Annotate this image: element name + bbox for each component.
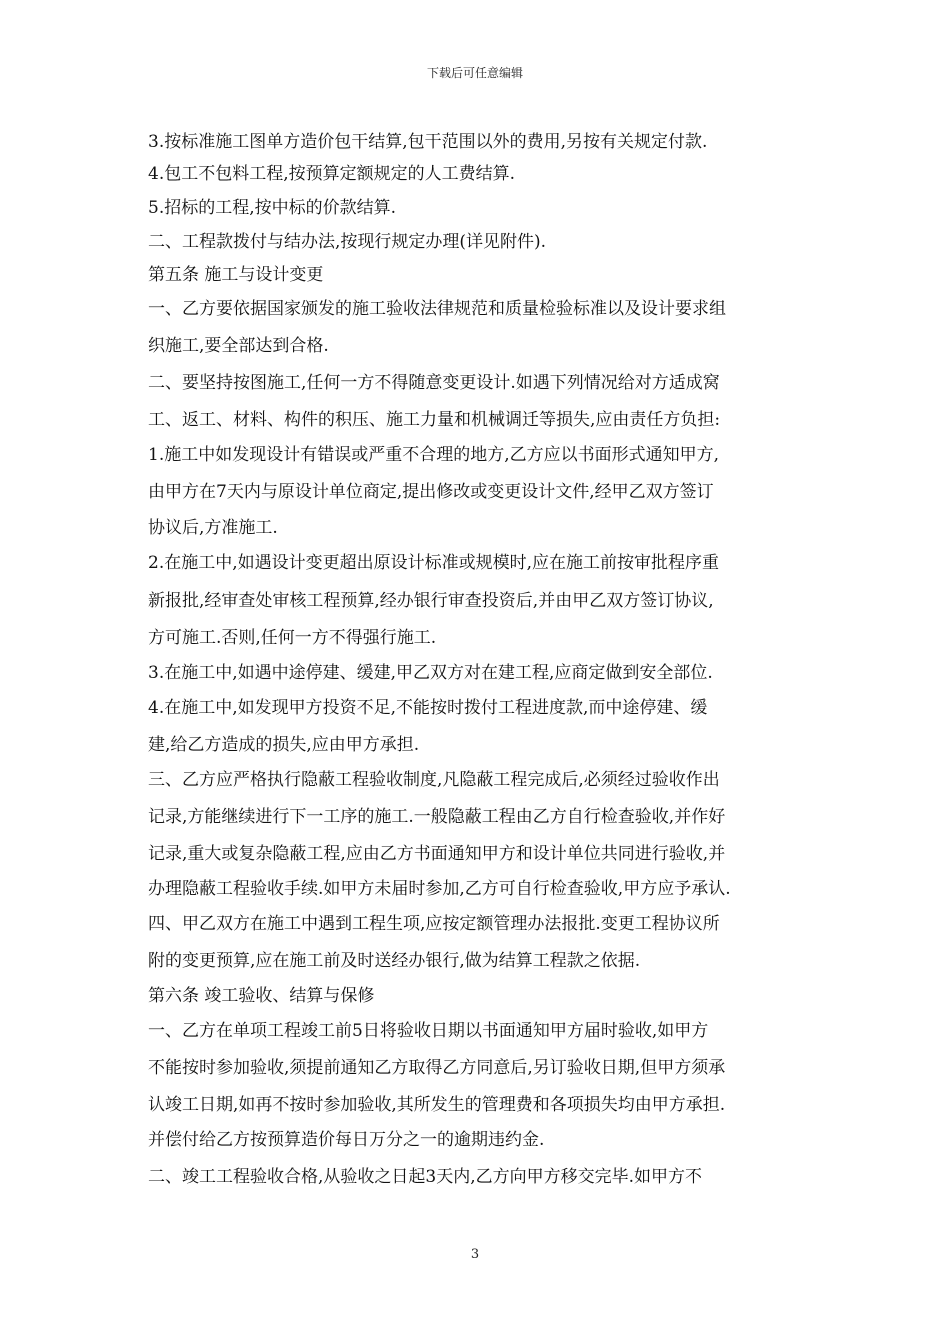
section-heading: 第六条 竣工验收、结算与保修	[148, 986, 375, 1006]
text-line: 办理隐蔽工程验收手续.如甲方未届时参加,乙方可自行检查验收,甲方应予承认.	[148, 879, 731, 899]
text-line: 4.在施工中,如发现甲方投资不足,不能按时拨付工程进度款,而中途停建、缓	[148, 698, 708, 718]
text-line: 二、竣工工程验收合格,从验收之日起3天内,乙方向甲方移交完毕.如甲方不	[148, 1167, 703, 1187]
text-line: 工、返工、材料、构件的积压、施工力量和机械调迁等损失,应由责任方负担:	[148, 410, 721, 430]
text-line: 由甲方在7天内与原设计单位商定,提出修改或变更设计文件,经甲乙双方签订	[148, 482, 714, 502]
text-line: 记录,重大或复杂隐蔽工程,应由乙方书面通知甲方和设计单位共同进行验收,并	[148, 844, 726, 864]
text-line: 二、工程款拨付与结办法,按现行规定办理(详见附件).	[148, 232, 547, 252]
text-line: 5.招标的工程,按中标的价款结算.	[148, 198, 397, 218]
text-line: 3.在施工中,如遇中途停建、缓建,甲乙双方对在建工程,应商定做到安全部位.	[148, 663, 713, 683]
text-line: 认竣工日期,如再不按时参加验收,其所发生的管理费和各项损失均由甲方承担.	[148, 1095, 726, 1115]
text-line: 四、甲乙双方在施工中遇到工程生项,应按定额管理办法报批.变更工程协议所	[148, 914, 720, 934]
text-line: 建,给乙方造成的损失,应由甲方承担.	[148, 735, 420, 755]
text-line: 织施工,要全部达到合格.	[148, 336, 329, 356]
page-number: 3	[470, 1247, 480, 1262]
text-line: 2.在施工中,如遇设计变更超出原设计标准或规模时,应在施工前按审批程序重	[148, 553, 720, 573]
text-line: 并偿付给乙方按预算造价每日万分之一的逾期违约金.	[148, 1130, 545, 1150]
section-heading: 第五条 施工与设计变更	[148, 265, 324, 285]
text-line: 协议后,方准施工.	[148, 518, 278, 538]
text-line: 二、要坚持按图施工,任何一方不得随意变更设计.如遇下列情况给对方适成窝	[148, 373, 720, 393]
text-line: 一、乙方要依据国家颁发的施工验收法律规范和质量检验标准以及设计要求组	[148, 299, 726, 319]
text-line: 3.按标准施工图单方造价包干结算,包干范围以外的费用,另按有关规定付款.	[148, 132, 708, 152]
text-line: 不能按时参加验收,须提前通知乙方取得乙方同意后,另订验收日期,但甲方须承	[148, 1058, 726, 1078]
text-line: 一、乙方在单项工程竣工前5日将验收日期以书面通知甲方届时验收,如甲方	[148, 1021, 709, 1041]
text-line: 方可施工.否则,任何一方不得强行施工.	[148, 628, 437, 648]
text-line: 4.包工不包料工程,按预算定额规定的人工费结算.	[148, 164, 516, 184]
page-header: 下载后可任意编辑	[426, 66, 523, 80]
text-line: 新报批,经审查处审核工程预算,经办银行审查投资后,并由甲乙双方签订协议,	[148, 591, 714, 611]
text-line: 三、乙方应严格执行隐蔽工程验收制度,凡隐蔽工程完成后,必须经过验收作出	[148, 770, 720, 790]
text-line: 附的变更预算,应在施工前及时送经办银行,做为结算工程款之依据.	[148, 951, 641, 971]
text-line: 记录,方能继续进行下一工序的施工.一般隐蔽工程由乙方自行检查验收,并作好	[148, 807, 726, 827]
text-line: 1.施工中如发现设计有错误或严重不合理的地方,乙方应以书面形式通知甲方,	[148, 445, 720, 465]
